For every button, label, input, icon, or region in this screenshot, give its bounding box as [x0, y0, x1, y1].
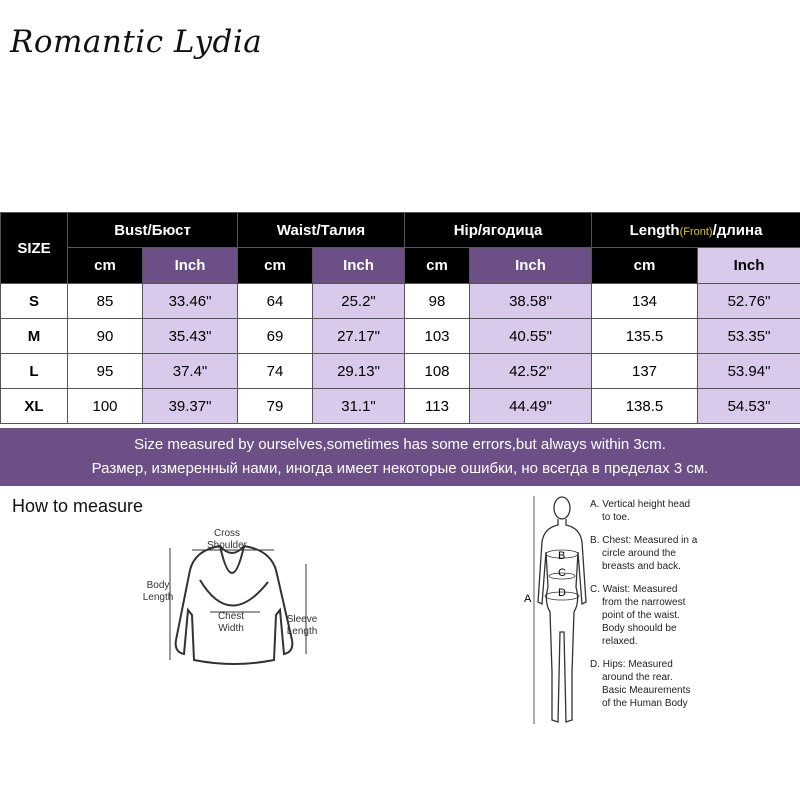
table-cell: 29.13": [313, 354, 405, 389]
length-cm-header: cm: [592, 248, 698, 284]
hip-header: Hip/ягодица: [405, 213, 592, 248]
table-cell: 108: [405, 354, 470, 389]
size-label-cell: M: [1, 319, 68, 354]
hip-cm-header: cm: [405, 248, 470, 284]
legend-a-1: A. Vertical height head: [590, 499, 691, 510]
note-english: Size measured by ourselves,sometimes has some errors,but always within 3cm.: [134, 436, 666, 453]
size-label-cell: L: [1, 354, 68, 389]
table-cell: 38.58": [470, 284, 592, 319]
table-cell: 25.2": [313, 284, 405, 319]
mark-d: D: [558, 587, 566, 599]
length-ru-label: /длина: [712, 221, 763, 239]
body-diagram: [520, 492, 590, 732]
legend-b-1: B. Chest: Measured in a: [590, 535, 698, 546]
waist-header: Waist/Талия: [238, 213, 405, 248]
table-cell: 79: [238, 389, 313, 424]
legend-a-2: to toe.: [602, 512, 630, 523]
table-cell: 33.46": [143, 284, 238, 319]
note-russian: Размер, измеренный нами, иногда имеет некоторые ошибки, но всегда в пределах 3 см.: [91, 460, 709, 477]
bust-cm-header: cm: [68, 248, 143, 284]
table-cell: 137: [592, 354, 698, 389]
table-cell: 100: [68, 389, 143, 424]
garment-wrap: [200, 580, 268, 606]
mark-c: C: [558, 567, 566, 579]
legend-c-2: from the narrowest: [602, 597, 686, 608]
legend-b-2: circle around the: [602, 548, 676, 559]
table-cell: 69: [238, 319, 313, 354]
length-label: Length: [629, 221, 680, 239]
table-row: [1, 389, 800, 424]
table-cell: 42.52": [470, 354, 592, 389]
legend-c-5: relaxed.: [602, 636, 638, 647]
size-header: SIZE: [1, 213, 68, 284]
legend-c-3: point of the waist.: [602, 610, 680, 621]
legend-c-4: Body shoould be: [602, 623, 677, 634]
legend-c-1: C. Waist: Measured: [590, 584, 678, 595]
sleeve-length-label: Sleeve Length: [286, 614, 318, 637]
table-cell: 113: [405, 389, 470, 424]
table-row: [1, 354, 800, 389]
unit-row: [1, 248, 800, 284]
legend-b-3: breasts and back.: [602, 561, 681, 572]
table-cell: 35.43": [143, 319, 238, 354]
table-cell: 44.49": [470, 389, 592, 424]
header-row: [1, 213, 800, 248]
table-cell: 39.37": [143, 389, 238, 424]
table-cell: 31.1": [313, 389, 405, 424]
mark-b: B: [558, 550, 566, 562]
legend-d-4: of the Human Body: [602, 698, 688, 709]
size-label-cell: XL: [1, 389, 68, 424]
mark-a: A: [524, 593, 532, 605]
bust-header: Bust/Бюст: [68, 213, 238, 248]
table-cell: 27.17": [313, 319, 405, 354]
chest-width-label: Chest Width: [217, 611, 245, 634]
table-cell: 98: [405, 284, 470, 319]
table-cell: 90: [68, 319, 143, 354]
length-header: [592, 213, 800, 248]
hip-inch-header: Inch: [470, 248, 592, 284]
body-length-label: Body Length: [142, 580, 174, 603]
table-cell: 53.94": [698, 354, 800, 389]
size-label-cell: S: [1, 284, 68, 319]
table-cell: 54.53": [698, 389, 800, 424]
legend-d-1: D. Hips: Measured: [590, 659, 673, 670]
table-cell: 138.5: [592, 389, 698, 424]
table-cell: 40.55": [470, 319, 592, 354]
cross-shoulder-label: Cross Shoulder: [206, 528, 248, 551]
table-row: [1, 284, 800, 319]
table-row: [1, 319, 800, 354]
measurement-note: [0, 428, 800, 486]
size-chart-table: [0, 212, 800, 424]
legend-d-3: Basic Meaurements: [602, 685, 691, 696]
bust-inch-header: Inch: [143, 248, 238, 284]
table-cell: 74: [238, 354, 313, 389]
table-cell: 135.5: [592, 319, 698, 354]
length-inch-header: Inch: [698, 248, 800, 284]
legend-d-2: around the rear.: [602, 672, 673, 683]
table-cell: 53.35": [698, 319, 800, 354]
table-cell: 134: [592, 284, 698, 319]
table-cell: 52.76": [698, 284, 800, 319]
table-cell: 95: [68, 354, 143, 389]
table-cell: 37.4": [143, 354, 238, 389]
measurement-legend: [590, 498, 800, 720]
table-cell: 85: [68, 284, 143, 319]
table-cell: 103: [405, 319, 470, 354]
head-outline: [554, 497, 570, 519]
how-to-measure-title: How to measure: [12, 496, 144, 516]
waist-cm-header: cm: [238, 248, 313, 284]
length-front-label: (Front): [679, 225, 713, 238]
brand-logo: Romantic Lydia: [10, 24, 263, 60]
waist-inch-header: Inch: [313, 248, 405, 284]
table-cell: 64: [238, 284, 313, 319]
